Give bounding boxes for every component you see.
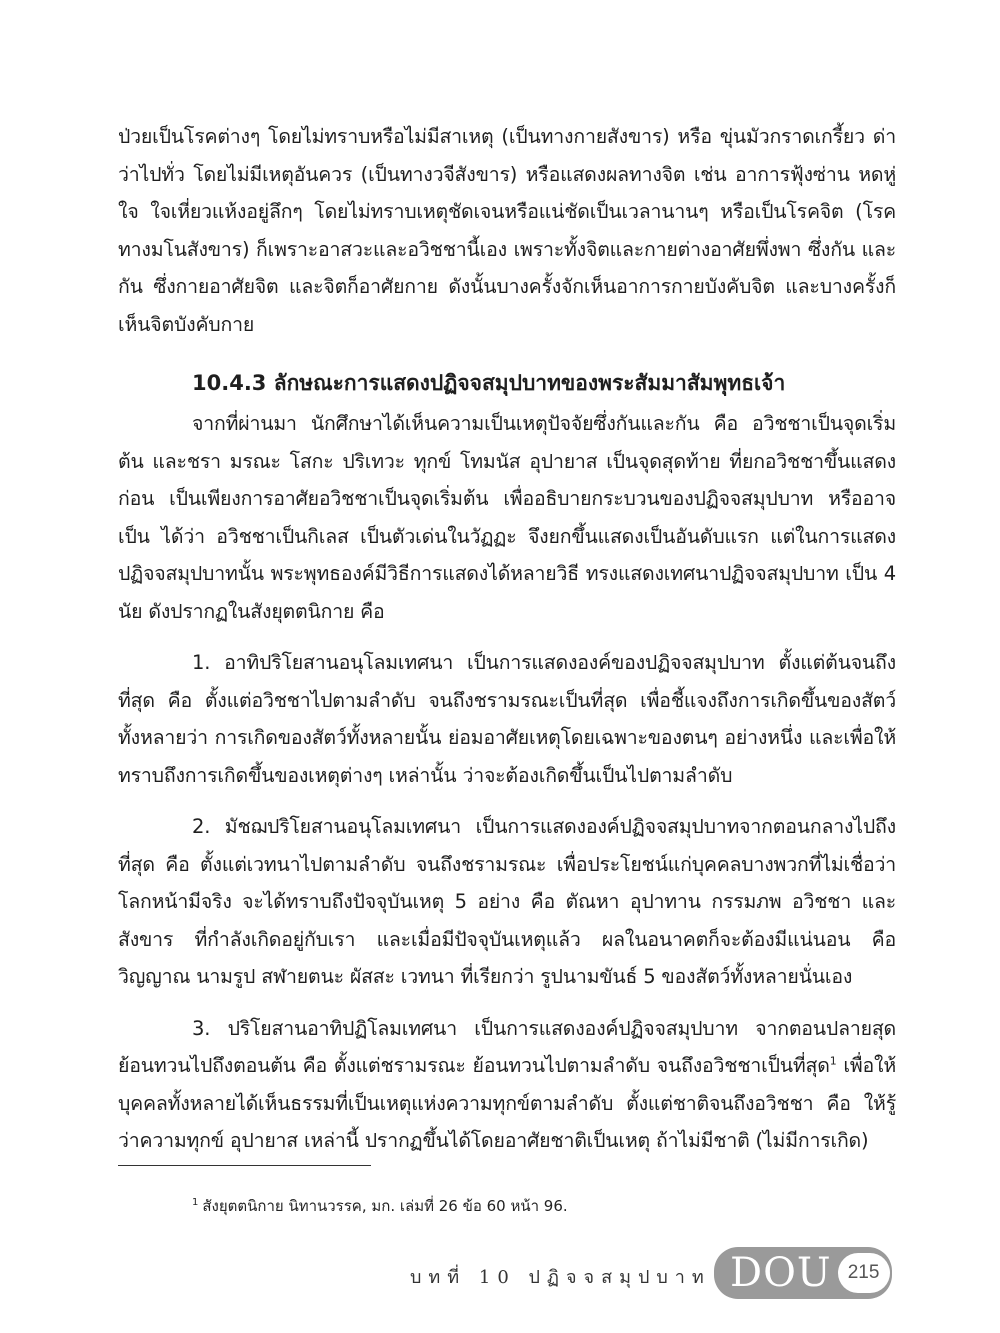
page-badge	[714, 1247, 892, 1299]
footnote-text: สังยุตตนิกาย นิทานวรรค, มก. เล่มที่ 26 ข้อ 60 หน้า 96.	[202, 1197, 568, 1215]
list-item-3-text-a: 3. ปริโยสานอาทิปฏิโลมเทศนา เป็นการแสดงองค์ปฏิจจสมุปบาท จากตอนปลายสุด ย้อนทวนไปถึงตอนต้น คือ ตั้งแต่ชรามรณะ ย้อนทวนไปตามลำดับ จนถึงอวิชชาเป็นที่สุด	[118, 1016, 896, 1077]
footnote	[192, 1192, 568, 1217]
list-item-3-text-b: เพื่อให้บุคคลทั้งหลายได้เห็นธรรมที่เป็นเหตุแห่งความทุกข์ตามลำดับ ตั้งแต่ชาติจนถึงอวิชชา คือ ให้รู้ว่าความทุกข์ อุปายาส เหล่านี้ ปรากฏขึ้นได้โดยอาศัยชาติเป็นเหตุ ถ้าไม่มีชาติ (ไม่มีการเกิด)	[118, 1054, 896, 1152]
dou-logo: DOU	[730, 1250, 832, 1296]
page-number: 215	[838, 1253, 890, 1293]
footnote-marker: 1	[192, 1197, 199, 1208]
intro-paragraph: ป่วยเป็นโรคต่างๆ โดยไม่ทราบหรือไม่มีสาเหตุ (เป็นทางกายสังขาร) หรือ ขุ่นมัวกราดเกรี้ยว ด่าว่าไปทั่ว โดยไม่มีเหตุอันควร (เป็นทางวจีสังขาร) หรือแสดงผลทางจิต เช่น อาการฟุ้งซ่าน หดหู่ใจ ใจเหี่ยวแห้งอยู่ลึกๆ โดยไม่ทราบเหตุชัดเจนหรือแน่ชัดเป็นเวลานานๆ หรือเป็นโรคจิต (โรคทางมโนสังขาร) ก็เพราะอาสวะและอวิชชานี้เอง เพราะทั้งจิตและกายต่างอาศัยพึ่งพา ซึ่งกัน และกัน ซึ่งกายอาศัยจิต และจิตก็อาศัยกาย ดังนั้นบางครั้งจักเห็นอาการกายบังคับจิต และบางครั้งก็เห็นจิตบังคับกาย	[118, 125, 896, 336]
footer-chapter-title: บทที่ 10 ปฏิจจสมุปบาท	[410, 1267, 711, 1288]
list-item-3	[118, 1010, 896, 1160]
footnote-reference[interactable]: 1	[829, 1054, 837, 1068]
list-item-2: 2. มัชฌปริโยสานอนุโลมเทศนา เป็นการแสดงองค์ปฏิจจสมุปบาทจากตอนกลางไปถึง ที่สุด คือ ตั้งแต่เวทนาไปตามลำดับ จนถึงชรามรณะ เพื่อประโยชน์แก่บุคคลบางพวกที่ไม่เชื่อว่า โลกหน้ามีจริง จะได้ทราบถึงปัจจุบันเหตุ 5 อย่าง คือ ตัณหา อุปาทาน กรรมภพ อวิชชา และ สังขาร ที่กำลังเกิดอยู่กับเรา และเมื่อมีปัจจุบันเหตุแล้ว ผลในอนาคตก็จะต้องมีแน่นอน คือ วิญญาณ นามรูป สฬายตนะ ผัสสะ เวทนา ที่เรียกว่า รูปนามขันธ์ 5 ของสัตว์ทั้งหลายนั่นเอง	[118, 815, 896, 988]
page-body	[118, 118, 896, 1160]
section-paragraph: จากที่ผ่านมา นักศึกษาได้เห็นความเป็นเหตุปัจจัยซึ่งกันและกัน คือ อวิชชาเป็นจุดเริ่มต้น และชรา มรณะ โสกะ ปริเทวะ ทุกข์ โทมนัส อุปายาส เป็นจุดสุดท้าย ที่ยกอวิชชาขึ้นแสดงก่อน เป็นเพียงการอาศัยอวิชชาเป็นจุดเริ่มต้น เพื่ออธิบายกระบวนของปฏิจจสมุปบาท หรืออาจเป็น ได้ว่า อวิชชาเป็นกิเลส เป็นตัวเด่นในวัฏฏะ จึงยกขึ้นแสดงเป็นอันดับแรก แต่ในการแสดง ปฏิจจสมุปบาทนั้น พระพุทธองค์มีวิธีการแสดงได้หลายวิธี ทรงแสดงเทศนาปฏิจจสมุปบาท เป็น 4 นัย ดังปรากฏในสังยุตตนิกาย คือ	[118, 412, 896, 623]
section-heading: 10.4.3 ลักษณะการแสดงปฏิจจสมุปบาทของพระสัมมาสัมพุทธเจ้า	[192, 371, 786, 395]
footnote-divider	[118, 1165, 371, 1166]
list-item-1: 1. อาทิปริโยสานอนุโลมเทศนา เป็นการแสดงองค์ของปฏิจจสมุปบาท ตั้งแต่ต้นจนถึง ที่สุด คือ ตั้งแต่อวิชชาไปตามลำดับ จนถึงชรามรณะเป็นที่สุด เพื่อชี้แจงถึงการเกิดขึ้นของสัตว์ ทั้งหลายว่า การเกิดของสัตว์ทั้งหลายนั้น ย่อมอาศัยเหตุโดยเฉพาะของตนๆ อย่างหนึ่ง และเพื่อให้ ทราบถึงการเกิดขึ้นของเหตุต่างๆ เหล่านั้น ว่าจะต้องเกิดขึ้นเป็นไปตามลำดับ	[118, 651, 896, 787]
